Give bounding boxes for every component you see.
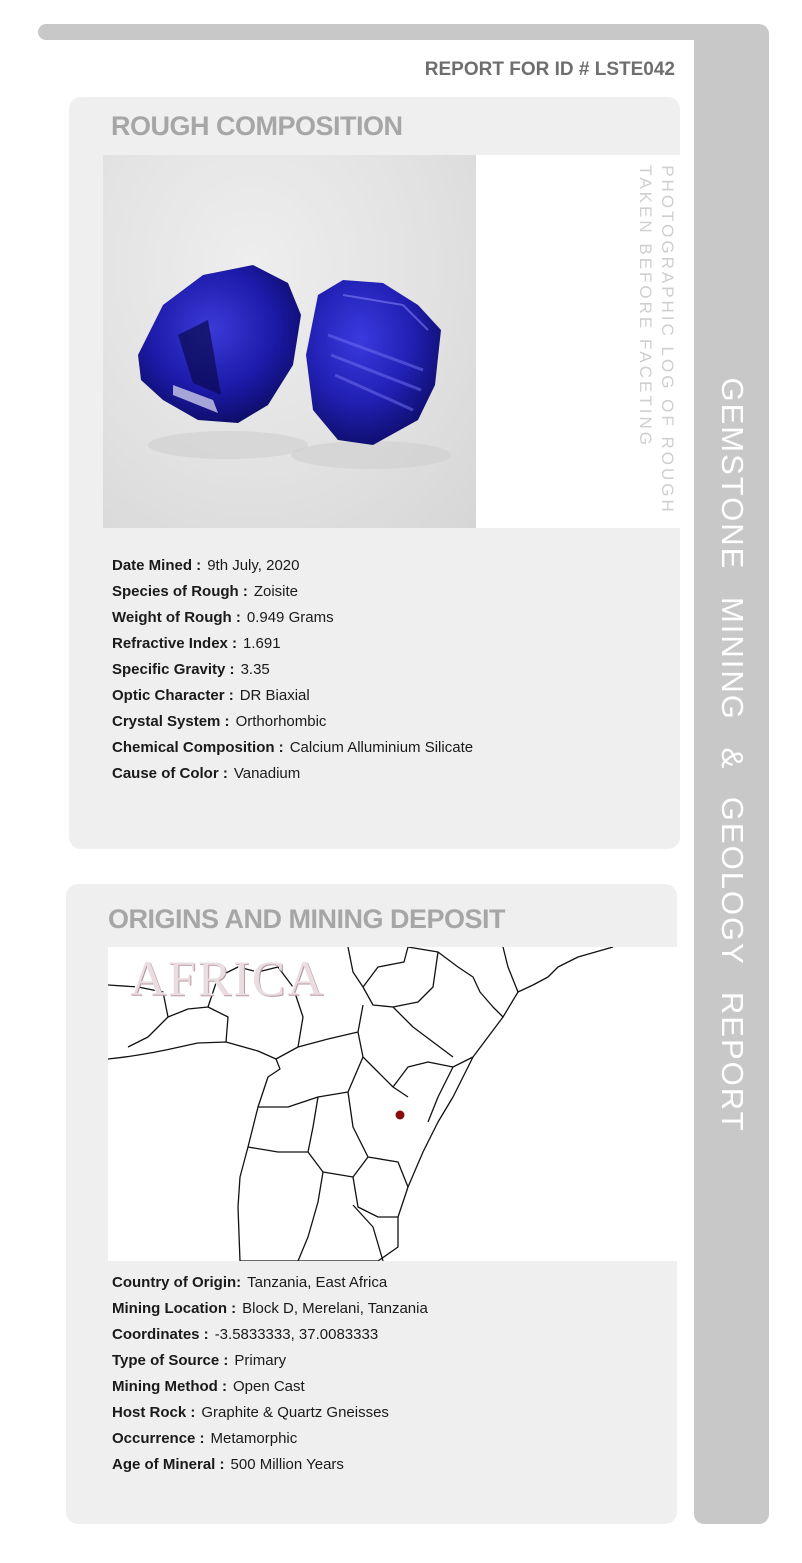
detail-row-species <box>112 579 473 605</box>
detail-label: Species of Rough : <box>112 583 248 600</box>
detail-label: Specific Gravity : <box>112 661 235 678</box>
detail-value: 1.691 <box>243 635 281 652</box>
detail-value: DR Biaxial <box>239 687 310 704</box>
map-title: AFRICA <box>130 950 326 1006</box>
detail-value: Block D, Merelani, Tanzania <box>242 1300 428 1317</box>
detail-row-weight <box>112 605 473 631</box>
detail-value: -3.5833333, 37.0083333 <box>214 1326 379 1343</box>
detail-row-crystal-system <box>112 709 473 735</box>
detail-label: Age of Mineral : <box>112 1456 225 1473</box>
photo-caption <box>634 165 678 515</box>
detail-label: Chemical Composition : <box>112 739 284 756</box>
detail-row-mining-method <box>112 1374 428 1400</box>
photo-caption-line1: PHOTOGRAPHIC LOG OF ROUGH <box>658 165 677 515</box>
report-id: REPORT FOR ID # LSTE042 <box>424 59 675 80</box>
detail-value: Graphite & Quartz Gneisses <box>201 1404 389 1421</box>
detail-label: Host Rock : <box>112 1404 196 1421</box>
detail-label: Mining Location : <box>112 1300 237 1317</box>
origin-map <box>108 947 678 1261</box>
detail-row-source-type <box>112 1348 428 1374</box>
detail-label: Refractive Index : <box>112 635 238 652</box>
detail-label: Type of Source : <box>112 1352 229 1369</box>
detail-label: Coordinates : <box>112 1326 209 1343</box>
detail-label: Mining Method : <box>112 1378 227 1395</box>
detail-label: Crystal System : <box>112 713 230 730</box>
detail-row-specific-gravity <box>112 657 473 683</box>
detail-row-refractive-index <box>112 631 473 657</box>
detail-value: 500 Million Years <box>230 1456 344 1473</box>
detail-row-date-mined <box>112 553 473 579</box>
detail-value: 3.35 <box>240 661 270 678</box>
detail-row-mineral-age <box>112 1452 428 1478</box>
detail-value: 0.949 Grams <box>246 609 334 626</box>
detail-row-occurrence <box>112 1426 428 1452</box>
detail-row-host-rock <box>112 1400 428 1426</box>
detail-value: 9th July, 2020 <box>207 557 300 574</box>
detail-value: Calcium Alluminium Silicate <box>289 739 474 756</box>
detail-row-chemical-composition <box>112 735 473 761</box>
detail-row-mining-location <box>112 1296 428 1322</box>
top-frame-bar <box>38 24 748 40</box>
detail-row-cause-of-color <box>112 761 473 787</box>
detail-label: Occurrence : <box>112 1430 205 1447</box>
report-side-title: GEMSTONE MINING & GEOLOGY REPORT <box>715 377 750 1133</box>
detail-label: Weight of Rough : <box>112 609 241 626</box>
rough-stone-photo <box>103 155 476 528</box>
detail-label: Cause of Color : <box>112 765 228 782</box>
mine-location-marker <box>396 1111 405 1120</box>
detail-value: Metamorphic <box>210 1430 298 1447</box>
detail-label: Country of Origin: <box>112 1274 242 1291</box>
detail-label: Date Mined : <box>112 557 202 574</box>
rough-details-list <box>112 553 473 787</box>
detail-value: Primary <box>234 1352 287 1369</box>
detail-row-country <box>112 1270 428 1296</box>
detail-label: Optic Character : <box>112 687 234 704</box>
photo-caption-line2: TAKEN BEFORE FACETING <box>636 165 655 448</box>
detail-value: Zoisite <box>253 583 299 600</box>
detail-row-optic-character <box>112 683 473 709</box>
detail-value: Orthorhombic <box>235 713 327 730</box>
origin-details-list <box>112 1270 428 1478</box>
origins-title: ORIGINS AND MINING DEPOSIT <box>108 904 506 934</box>
rough-stones-image <box>103 155 476 528</box>
detail-value: Vanadium <box>233 765 301 782</box>
detail-value: Tanzania, East Africa <box>247 1274 388 1291</box>
detail-row-coordinates <box>112 1322 428 1348</box>
rough-composition-title: ROUGH COMPOSITION <box>111 111 403 141</box>
detail-value: Open Cast <box>232 1378 305 1395</box>
